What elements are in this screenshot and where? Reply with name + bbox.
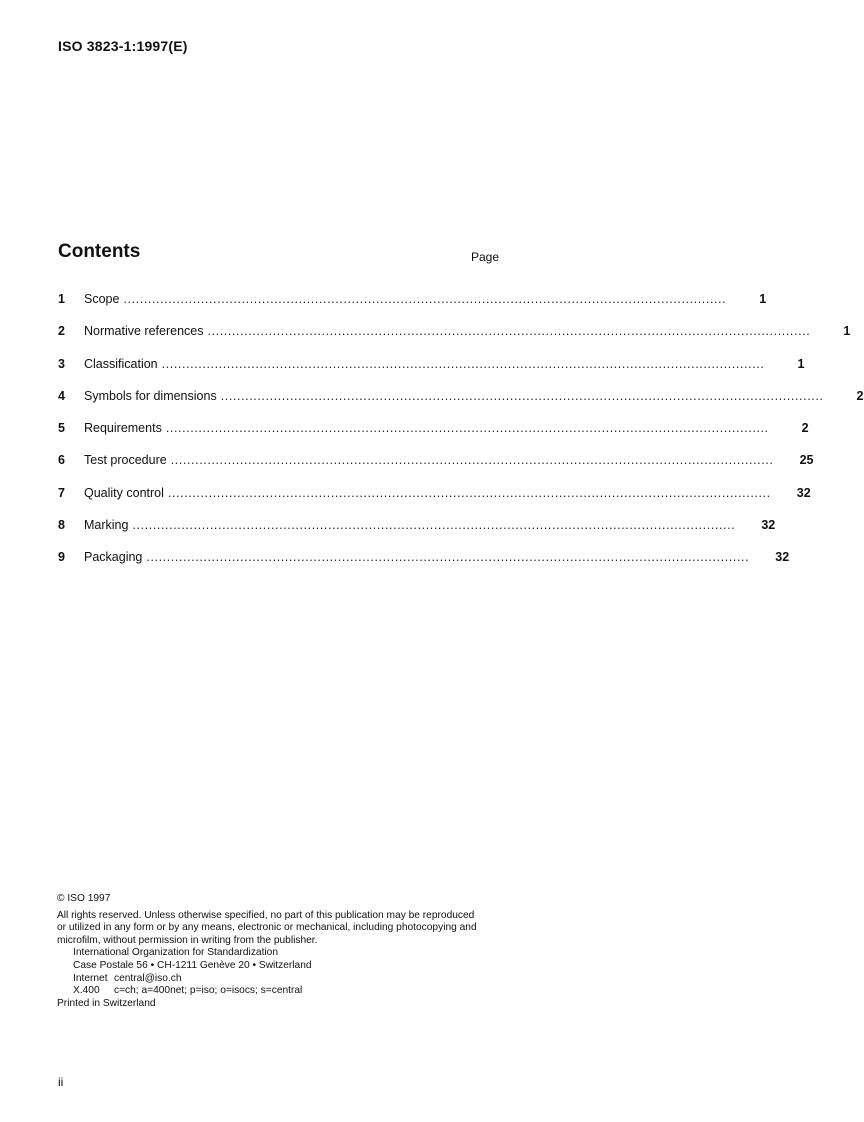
postal-address: Case Postale 56 • CH-1211 Genève 20 • Switzerland: [73, 959, 312, 971]
toc-entry-number: 9: [58, 550, 65, 565]
toc-entry-number: 5: [58, 421, 65, 436]
toc-entry-title: Symbols for dimensions: [84, 388, 217, 403]
toc-entry[interactable]: [58, 421, 809, 453]
copyright-block: [57, 893, 502, 1010]
x400-value: c=ch; a=400net; p=iso; o=isocs; s=central: [114, 985, 303, 997]
document-id: ISO 3823-1:1997(E): [58, 38, 188, 54]
dot-leader: ....................................................................................................................................................: [167, 485, 771, 500]
toc-entry-number: 3: [58, 356, 65, 371]
toc-entry-title: Classification: [84, 356, 158, 371]
toc-entry[interactable]: [58, 388, 864, 421]
toc-entry-title: Marking: [84, 518, 129, 533]
toc-entry[interactable]: [58, 485, 811, 518]
toc-entry-page: 1: [797, 356, 805, 371]
toc-entry[interactable]: [58, 550, 790, 582]
printed-in: Printed in Switzerland: [57, 997, 156, 1009]
copyright-notice: © ISO 1997: [57, 893, 111, 904]
toc-entry-number: 1: [58, 292, 65, 306]
toc-entry-number: 6: [58, 453, 65, 468]
toc-entry[interactable]: [58, 453, 814, 485]
toc-entry-title: Quality control: [84, 485, 164, 500]
x400-address: [57, 985, 502, 998]
toc-entry-title: Test procedure: [84, 453, 167, 468]
rights-text-line: All rights reserved. Unless otherwise specified, no part of this publication may be reproduced: [57, 909, 475, 921]
internet-label: Internet: [73, 972, 108, 984]
toc-entry-page: 2: [801, 421, 809, 436]
toc-entry-number: 2: [58, 324, 65, 339]
dot-leader: ....................................................................................................................................................: [161, 356, 765, 371]
dot-leader: ....................................................................................................................................................: [123, 292, 727, 306]
dot-leader: ....................................................................................................................................................: [170, 453, 774, 468]
page-number: ii: [58, 1075, 64, 1089]
toc-entry[interactable]: [58, 356, 805, 389]
toc-entry-title: Packaging: [84, 550, 143, 565]
table-of-contents: [58, 292, 864, 583]
rights-text-line: microfilm, without permission in writing from the publisher.: [57, 934, 318, 946]
toc-entry[interactable]: [58, 324, 851, 356]
contents-title: Contents: [58, 241, 141, 262]
x400-label: X.400: [73, 985, 100, 997]
toc-entry-page: 32: [796, 485, 811, 500]
dot-leader: ....................................................................................................................................................: [207, 324, 811, 339]
toc-entry-page: 32: [775, 550, 790, 565]
page-column-label: Page: [470, 250, 499, 264]
rights-text-line: or utilized in any form or by any means, electronic or mechanical, including photocopying and: [57, 922, 477, 934]
toc-entry-number: 7: [58, 485, 65, 500]
toc-entry-number: 4: [58, 388, 65, 403]
toc-entry-title: Normative references: [84, 324, 204, 339]
toc-entry-number: 8: [58, 518, 65, 533]
toc-entry-page: 2: [856, 388, 864, 403]
toc-entry[interactable]: [58, 292, 767, 324]
toc-entry-title: Requirements: [84, 421, 162, 436]
toc-entry-page: 1: [759, 292, 767, 306]
toc-entry[interactable]: [58, 518, 776, 550]
internet-address: [57, 973, 502, 986]
dot-leader: ....................................................................................................................................................: [132, 518, 736, 533]
toc-entry-page: 32: [761, 518, 776, 533]
dot-leader: ....................................................................................................................................................: [220, 388, 824, 403]
internet-value: central@iso.ch: [114, 972, 182, 984]
dot-leader: ....................................................................................................................................................: [165, 421, 769, 436]
toc-entry-page: 25: [799, 453, 814, 468]
toc-entry-title: Scope: [84, 292, 120, 306]
toc-entry-page: 1: [843, 324, 851, 339]
organization-name: International Organization for Standardization: [73, 947, 279, 959]
dot-leader: ....................................................................................................................................................: [146, 550, 750, 565]
